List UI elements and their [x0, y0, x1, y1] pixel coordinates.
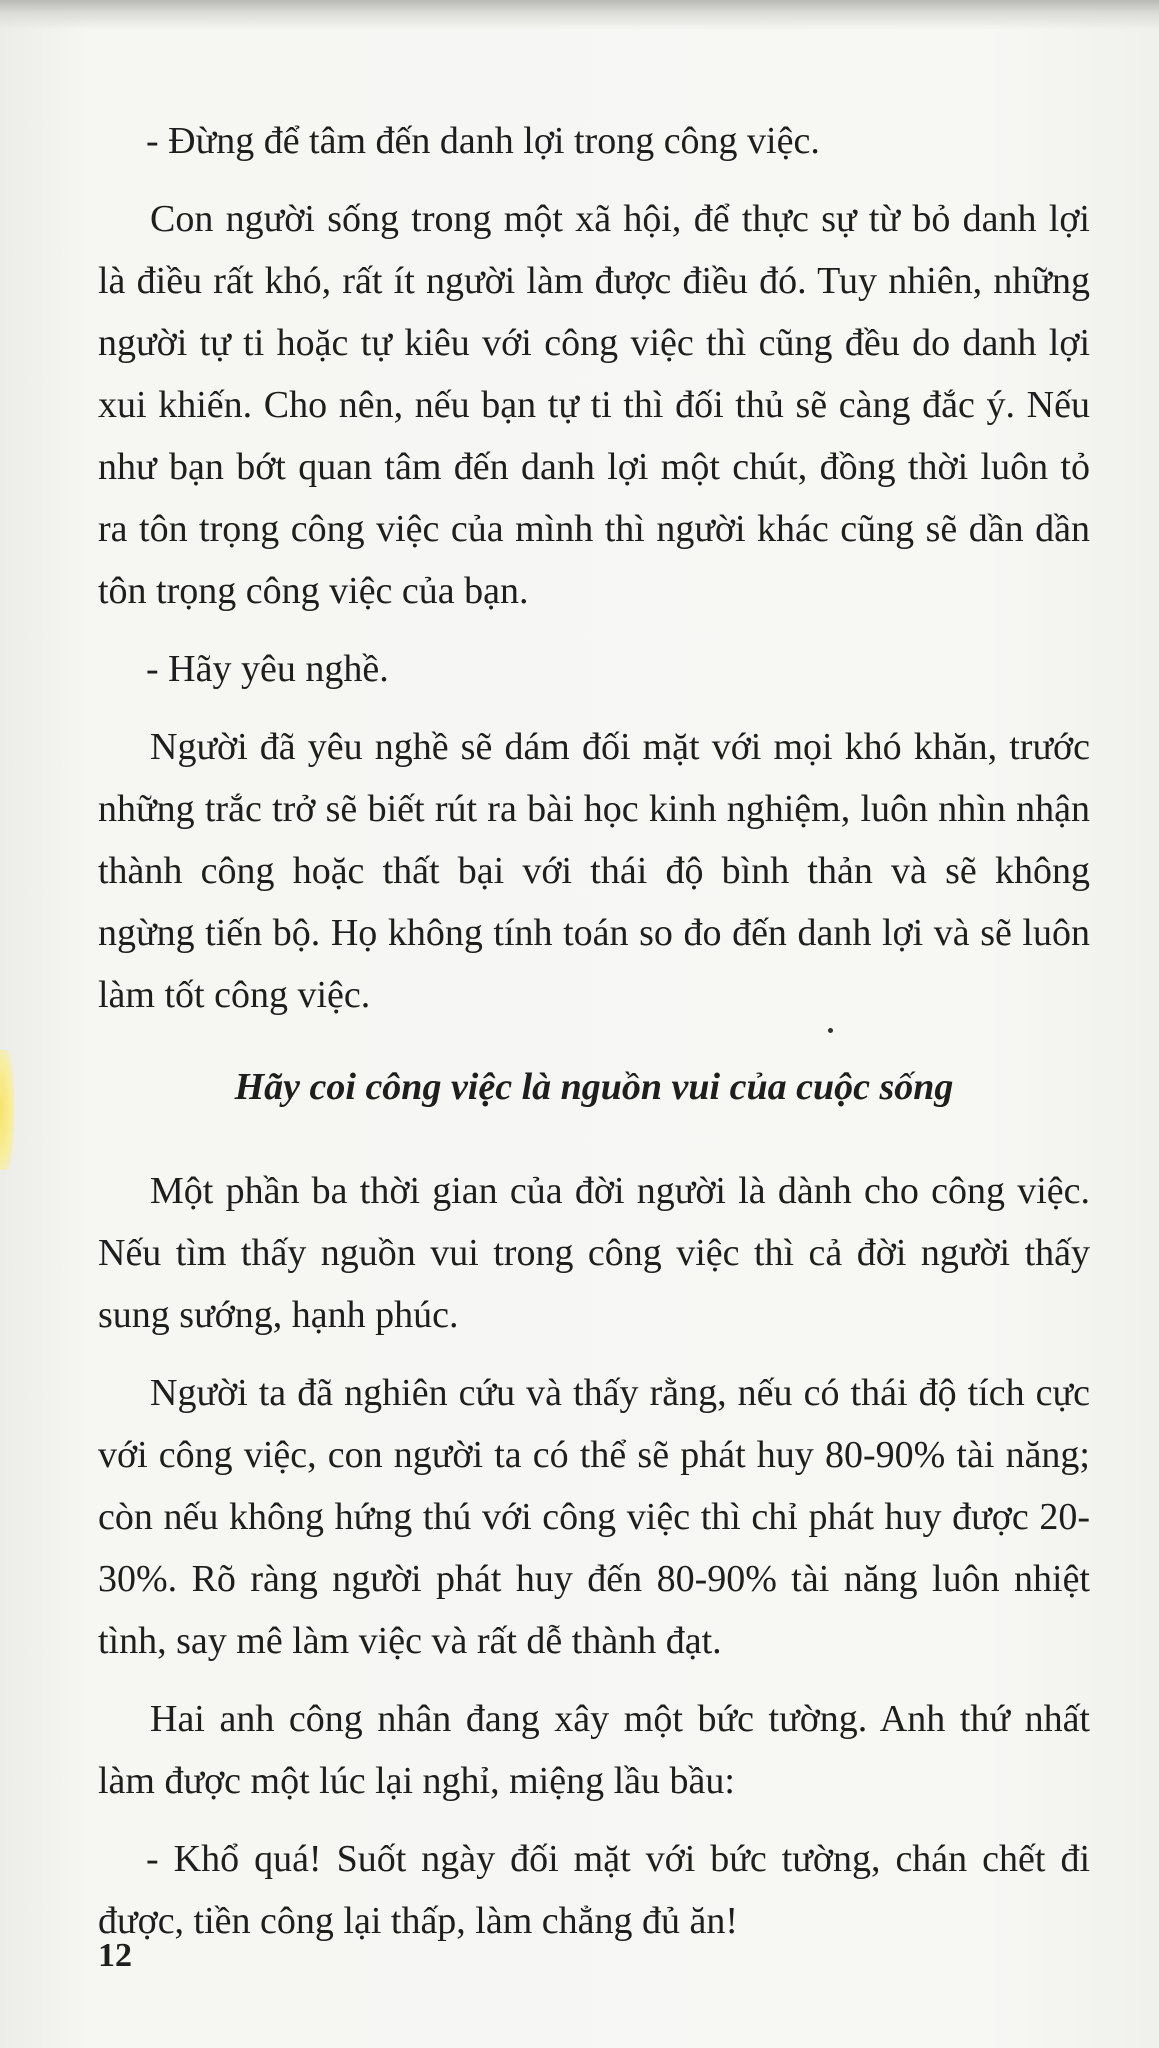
page-number: 12 [98, 1937, 132, 1974]
page-top-shadow [0, 0, 1159, 30]
dialogue-complaint: - Khổ quá! Suốt ngày đối mặt với bức tường, chán chết đi được, tiền công lại thấp, làm chẳng đủ ăn! [98, 1838, 1090, 1942]
paragraph-love-job: Người đã yêu nghề sẽ dám đối mặt với mọi khó khăn, trước những trắc trở sẽ biết rút ra bài học kinh nghiệm, luôn nhìn nhận thành công hoặc thất bại với thái độ bình thản và sẽ không ngừng tiến bộ. Họ không tính toán so đo đến danh lợi và sẽ luôn làm tốt công việc. [98, 726, 1090, 1016]
paragraph-workers: Hai anh công nhân đang xây một bức tường. Anh thứ nhất làm được một lúc lại nghỉ, miệng lầu bầu: [98, 1698, 1090, 1802]
paragraph-research: Người ta đã nghiên cứu và thấy rằng, nếu có thái độ tích cực với công việc, con người ta có thể sẽ phát huy 80-90% tài năng; còn nếu không hứng thú với công việc thì chỉ phát huy được 20-30%. Rõ ràng người phát huy đến 80-90% tài năng luôn nhiệt tình, say mê làm việc và rất dễ thành đạt. [98, 1372, 1090, 1662]
bullet-dont-care-fame: - Đừng để tâm đến danh lợi trong công việc. [146, 120, 820, 162]
page-content [98, 110, 1090, 1968]
highlighter-mark [0, 1050, 14, 1170]
paragraph-time: Một phần ba thời gian của đời người là dành cho công việc. Nếu tìm thấy nguồn vui trong công việc thì cả đời người thấy sung sướng, hạnh phúc. [98, 1170, 1090, 1336]
paragraph-fame: Con người sống trong một xã hội, để thực sự từ bỏ danh lợi là điều rất khó, rất ít người làm được điều đó. Tuy nhiên, những người tự ti hoặc tự kiêu với công việc thì cũng đều do danh lợi xui khiến. Cho nên, nếu bạn tự ti thì đối thủ sẽ càng đắc ý. Nếu như bạn bớt quan tâm đến danh lợi một chút, đồng thời luôn tỏ ra tôn trọng công việc của mình thì người khác cũng sẽ dần dần tôn trọng công việc của bạn. [98, 198, 1090, 612]
section-heading: Hãy coi công việc là nguồn vui của cuộc sống [234, 1066, 954, 1108]
bullet-love-job: - Hãy yêu nghề. [146, 648, 389, 690]
